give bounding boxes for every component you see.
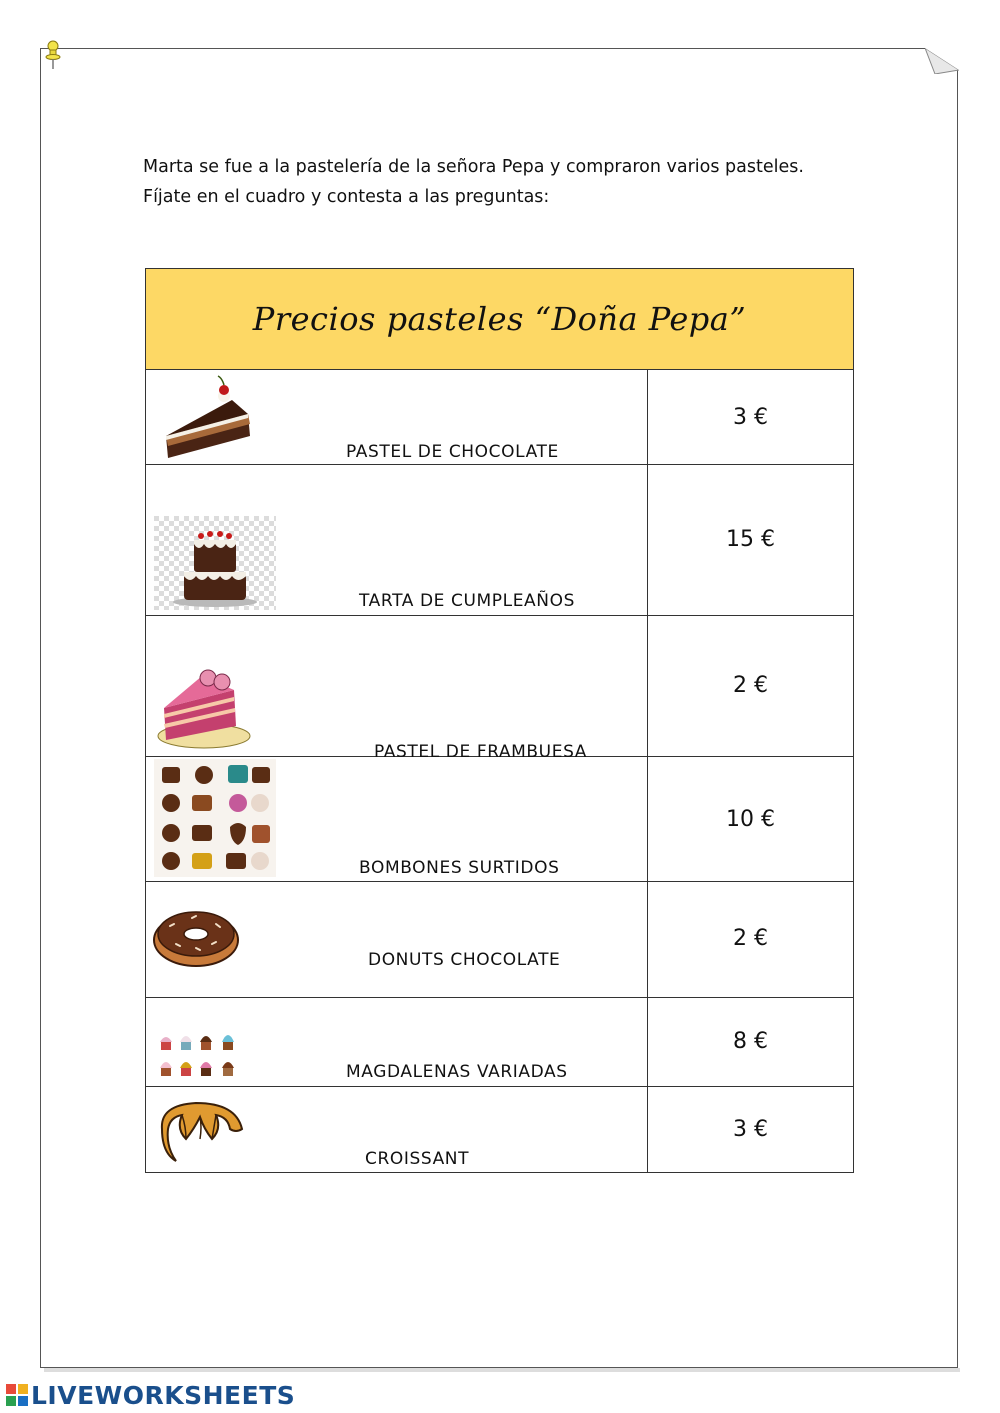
row-name: TARTA DE CUMPLEAÑOS bbox=[359, 591, 575, 611]
cupcakes-icon bbox=[156, 1022, 244, 1084]
row-price: 2 € bbox=[733, 926, 768, 951]
row-name: CROISSANT bbox=[365, 1149, 470, 1169]
row-name: PASTEL DE CHOCOLATE bbox=[346, 442, 559, 462]
liveworksheets-logo bbox=[6, 1382, 295, 1408]
croissant-icon bbox=[156, 1099, 244, 1167]
donut-icon bbox=[152, 904, 240, 968]
table-row bbox=[146, 1087, 853, 1172]
intro-line-2: Fíjate en el cuadro y contesta a las preguntas: bbox=[143, 187, 550, 207]
intro-line-1: Marta se fue a la pastelería de la señora Pepa y compraron varios pasteles. bbox=[143, 157, 804, 177]
raspberry-cake-icon bbox=[156, 664, 256, 754]
row-price: 10 € bbox=[726, 807, 775, 832]
table-row bbox=[146, 998, 853, 1087]
row-name: DONUTS CHOCOLATE bbox=[368, 950, 561, 970]
pushpin-icon bbox=[45, 40, 61, 70]
table-header bbox=[146, 269, 853, 370]
row-name: PASTEL DE FRAMBUESA bbox=[374, 742, 588, 762]
row-price: 2 € bbox=[733, 673, 768, 698]
page-curl-icon bbox=[925, 48, 959, 74]
price-table bbox=[145, 268, 854, 1173]
row-name: MAGDALENAS VARIADAS bbox=[346, 1062, 568, 1082]
liveworksheets-logo-icon bbox=[6, 1384, 28, 1406]
row-price: 3 € bbox=[733, 405, 768, 430]
birthday-cake-icon bbox=[154, 516, 276, 610]
table-row bbox=[146, 882, 853, 998]
brand-text: LIVEWORKSHEETS bbox=[31, 1380, 296, 1410]
intro-text bbox=[143, 152, 883, 212]
chocolates-icon bbox=[154, 759, 276, 877]
table-row bbox=[146, 465, 853, 616]
row-price: 15 € bbox=[726, 527, 775, 552]
row-price: 3 € bbox=[733, 1117, 768, 1142]
table-row bbox=[146, 616, 853, 762]
row-price: 8 € bbox=[733, 1029, 768, 1054]
chocolate-cake-slice-icon bbox=[162, 374, 256, 460]
row-name: BOMBONES SURTIDOS bbox=[359, 858, 560, 878]
table-row bbox=[146, 757, 853, 882]
table-row bbox=[146, 370, 853, 465]
table-title: Precios pasteles “Doña Pepa” bbox=[252, 300, 747, 338]
page-shadow bbox=[44, 1368, 960, 1372]
